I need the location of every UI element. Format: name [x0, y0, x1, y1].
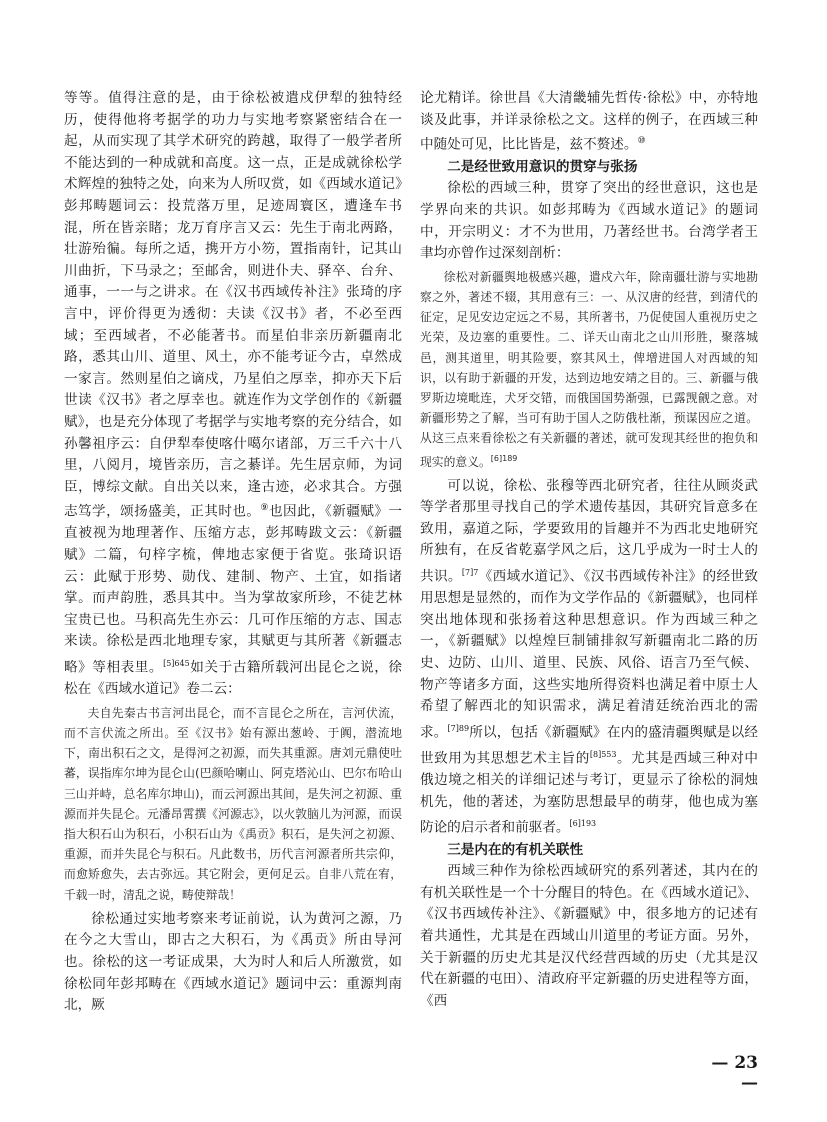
citation-marker: [6]189: [490, 453, 518, 463]
paragraph: 西域三种作为徐松西域研究的系列著述，其内在的有机关联性是一个十分醒目的特色。在《西域水道记》、《汉书西域传补注》、《新疆赋》中，很多地方的记述有着共通性，尤其是在西域山川道里的考证方面。另外，关于新疆的历史尤其是汉代经营西域的历史（尤其是汉代在新疆的屯田）、清政府平定新疆的历史进程等方面，《西: [420, 863, 758, 1009]
citation-marker: [7]7: [461, 568, 479, 578]
citation-marker: [8]553: [589, 749, 617, 759]
paragraph: 等等。值得注意的是，由于徐松被遣戍伊犁的独特经历，使得他将考据学的功力与实地考察紧密结合在一起，从而实现了其学术研究的跨越，取得了一般学者所不能达到的一种成就和高度。这一点，正是成就徐松学术辉煌的独特之处，向来为人所叹赏，如《西域水道记》彭邦畴题词云：投荒落万里，足迹周寰区，遭逢车书混，所在皆亲睹；龙万育序言又云：先生于南北两路，壮游殆徧。每所之适，携开方小笏，置指南针，记其山川曲折，下马录之；至邮舍，则进仆夫、驿卒、台弁、通事，一一与之讲求。在《汉书西域传补注》张琦的序言中，评价得更为透彻：夫读《汉书》者，不必至西域；至西域者，不必能著书。而星伯非亲历新疆南北路，悉其山川、道里、风土，亦不能考证今古，卓然成一家言。然则星伯之谪戍，乃星伯之厚幸，抑亦天下后世读《汉书》者之厚幸也。就连作为文学创作的《新疆赋》，也是充分体现了考据学与实地考察的充分结合，如孙馨祖序云：自伊犁奉使喀什噶尔诸部，万三千六十八里，八阅月，境皆亲历，言之綦详。先生居京师，为词臣，博综文献。自出关以来，逢古迹，必求其合。方强志笃学，颂扬盛美，正其时也。⑨也因此，《新疆赋》一直被视为地理著作、压缩方志，彭邦畴跋文云：《新疆赋》二篇，句梓字梳，俾地志家便于省览。张琦识语云：此赋于形势、勋伐、建制、物产、土宜，如指诸掌。而声韵胜，悉具其中。当为掌故家所珍，不徒艺林宝贵已也。马积高先生亦云：几可作压缩的方志、国志来读。徐松是西北地理专家，其赋更与其所著《新疆志略》等相表里。$^{[5]645}$如关于古籍所载河出昆仑之说，徐松在《西域水道记》卷二云：: [64, 90, 403, 698]
citation-marker: [5]645: [163, 658, 190, 668]
block-quote: 徐松对新疆舆地极感兴趣，遣戍六年，除南疆壮游与实地勘察之外，著述不辍，其用意有三：一、从汉唐的经营，到清代的征定，足见安边定远之不易，其所著书，乃促使国人重视历史之光荣，及边塞的重要性。二、详天山南北之山川形胜，聚落城邑，测其道里，明其险要，察其风土，俾增进国人对西域的知识，以有助于新疆的开发，达到边地安靖之目的。三、新疆与俄罗斯边境毗连，犬牙交错，而俄国国势渐强，已露觊觎之意。对新疆形势之了解，当可有助于国人之防俄杜渐，预谋因应之道。从这三点来看徐松之有关新疆的著述，就可发现其经世的抱负和现实的意义。$^{[6]189}$: [420, 269, 758, 469]
block-quote: 夫自先秦古书言河出昆仑，而不言昆仑之所在，言河伏流，而不言伏流之所出。至《汉书》始有源出葱岭、于阗，潜流地下，南出积石之文，是得河之初源，而失其重源。唐刘元鼎使吐蕃，误指库尔坤为昆仑山(巴颜哈喇山、阿克塔沁山、巴尔布哈山三山并峙，总名库尔坤山)，而云河源出其间，是失河之初源、重源而并失昆仑。元潘昂霄撰《河源志》，以火敦脑儿为河源，而误指大积石山为积石，小积石山为《禹贡》积石，是失河之初源、重源，而并失昆仑与积石。凡此数书，历代言河源者所共宗仰，而愈矫愈失，去古弥远。其它附会，更何足云。自非八荒在宥，千载一时，清乱之说，畴使辩哉！: [64, 705, 402, 902]
section-heading: 三是内在的有机关联性: [447, 842, 584, 859]
footnote-marker: ⑨: [260, 503, 269, 514]
citation-marker: [7]89: [447, 723, 470, 733]
citation-marker: [6]193: [569, 819, 597, 829]
footnote-marker: ⑩: [637, 136, 646, 147]
paragraph: 可以说，徐松、张穆等西北研究者，往往从顾炎武等学者那里寻找自己的学术遗传基因，其研究旨意多在致用，嘉道之际，学要致用的旨趣并不为西北史地研究所独有，在反省乾嘉学风之后，这几乎成为一时士人的共识。$^{[7]7}$《西域水道记》、《汉书西域传补注》的经世致用思想是显然的，而作为文学作品的《新疆赋》，也同样突出地体现和张扬着这种思想意识。作为西域三种之一，《新疆赋》以煌煌巨制铺排叙写新疆南北二路的历史、边防、山川、道里、民族、风俗、语言乃至气候、物产等诸多方面，这些实地所得资料也满足着中原士人希望了解西北的知识需求，满足着清廷统治西北的需求。$^{[7]89}$所以，包括《新疆赋》在内的盛清疆舆赋是以经世致用为其思想艺术主旨的$^{[8]553}$。尤其是西域三种对中俄边境之相关的详细记述与考订，更显示了徐松的洞烛机先，他的著述，为塞防思想最早的萌芽，他也成为塞防论的启示者和前驱者。$^{[6]193}$: [420, 477, 759, 836]
paragraph: 徐松的西域三种，贯穿了突出的经世意识，这也是学界向来的共识。如彭邦畴为《西域水道记》的题词中，开宗明义：才不为世用，乃著经世书。台湾学者王聿均亦曾作过深刻剖析：: [420, 180, 758, 262]
left-column: [64, 88, 402, 1017]
page-number: — 23 —: [711, 1053, 758, 1093]
paragraph: 徐松通过实地考察来考证前说，认为黄河之源，乃在今之大雪山，即古之大积石，为《禹贡》所由导河也。徐松的这一考证成果，大为时人和后人所激赏，如徐松同年彭邦畴在《西域水道记》题词中云：重源判南北，厥: [64, 910, 402, 1014]
paragraph: 论尤精详。徐世昌《大清畿辅先哲传·徐松》中，亦特地谈及此事，并详录徐松之文。这样的例子，在西域三种中随处可见，比比皆是，兹不赘述。⑩: [420, 90, 758, 153]
section-heading: 二是经世致用意识的贯穿与张扬: [447, 159, 638, 176]
right-column: [420, 88, 758, 1012]
